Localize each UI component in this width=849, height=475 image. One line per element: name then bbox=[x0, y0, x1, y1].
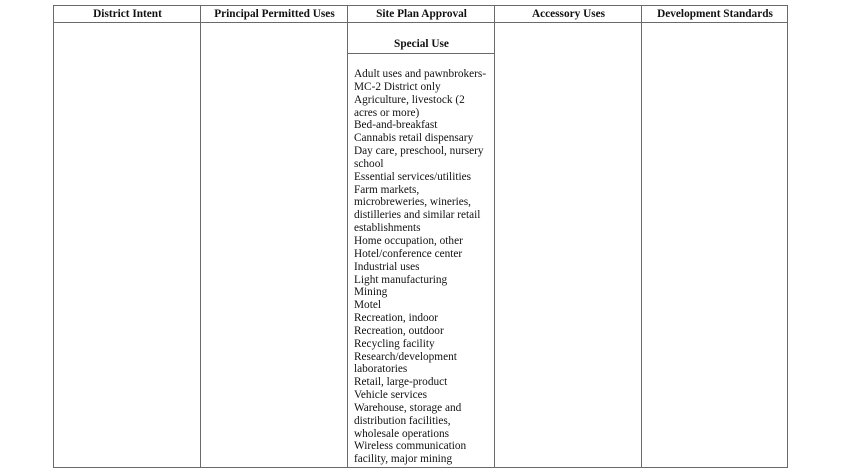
column-divider bbox=[347, 6, 348, 467]
table-header-row bbox=[54, 6, 787, 23]
special-use-item: Retail, large-product bbox=[354, 376, 448, 389]
zoning-table bbox=[53, 5, 788, 468]
special-use-item: Adult uses and pawnbrokers- bbox=[354, 68, 487, 80]
header-development-standards: Development Standards bbox=[657, 8, 773, 20]
special-use-item: Wireless communication bbox=[354, 440, 467, 453]
special-use-item: Cannabis retail dispensary bbox=[354, 132, 474, 145]
header-district-intent: District Intent bbox=[93, 8, 162, 20]
special-use-item: Research/development bbox=[354, 350, 457, 363]
special-use-item: Recreation, outdoor bbox=[354, 324, 444, 337]
special-use-item: facility, major mining bbox=[354, 453, 453, 466]
column-divider bbox=[200, 6, 201, 467]
special-use-item: Light manufacturing bbox=[354, 273, 448, 286]
special-use-list bbox=[354, 68, 494, 466]
special-use-item: Recycling facility bbox=[354, 337, 435, 350]
special-use-item: Mining bbox=[354, 286, 388, 299]
header-accessory-uses: Accessory Uses bbox=[531, 8, 606, 20]
special-use-heading: Special Use bbox=[394, 38, 449, 50]
special-use-item: Day care, preschool, nursery bbox=[354, 145, 484, 158]
special-use-item: microbreweries, wineries, bbox=[354, 196, 472, 209]
header-site-plan-approval: Site Plan Approval bbox=[376, 8, 467, 20]
special-use-divider bbox=[348, 53, 495, 54]
special-use-item: laboratories bbox=[354, 363, 408, 376]
column-divider bbox=[494, 6, 495, 467]
special-use-item: MC-2 District only bbox=[354, 80, 441, 93]
special-use-item: Farm markets, bbox=[354, 183, 420, 196]
special-use-item: Agriculture, livestock (2 bbox=[354, 93, 465, 106]
special-use-item: Motel bbox=[354, 299, 381, 312]
special-use-item: establishments bbox=[354, 222, 421, 235]
special-use-item: distilleries and similar retail bbox=[354, 209, 481, 222]
special-use-item: Vehicle services bbox=[354, 389, 428, 402]
special-use-item: Hotel/conference center bbox=[354, 247, 463, 260]
special-use-item: Recreation, indoor bbox=[354, 312, 439, 325]
column-divider bbox=[641, 6, 642, 467]
special-use-item: Essential services/utilities bbox=[354, 170, 472, 183]
special-use-item: Warehouse, storage and bbox=[354, 401, 462, 414]
special-use-item: wholesale operations bbox=[354, 427, 450, 440]
special-use-item: distribution facilities, bbox=[354, 414, 451, 427]
special-use-item: Home occupation, other bbox=[354, 234, 463, 247]
special-use-item: Bed-and-breakfast bbox=[354, 119, 438, 132]
special-use-item: Industrial uses bbox=[354, 260, 420, 273]
special-use-item: school bbox=[354, 157, 384, 170]
header-principal-permitted-uses: Principal Permitted Uses bbox=[214, 8, 335, 20]
special-use-item: acres or more) bbox=[354, 106, 420, 119]
